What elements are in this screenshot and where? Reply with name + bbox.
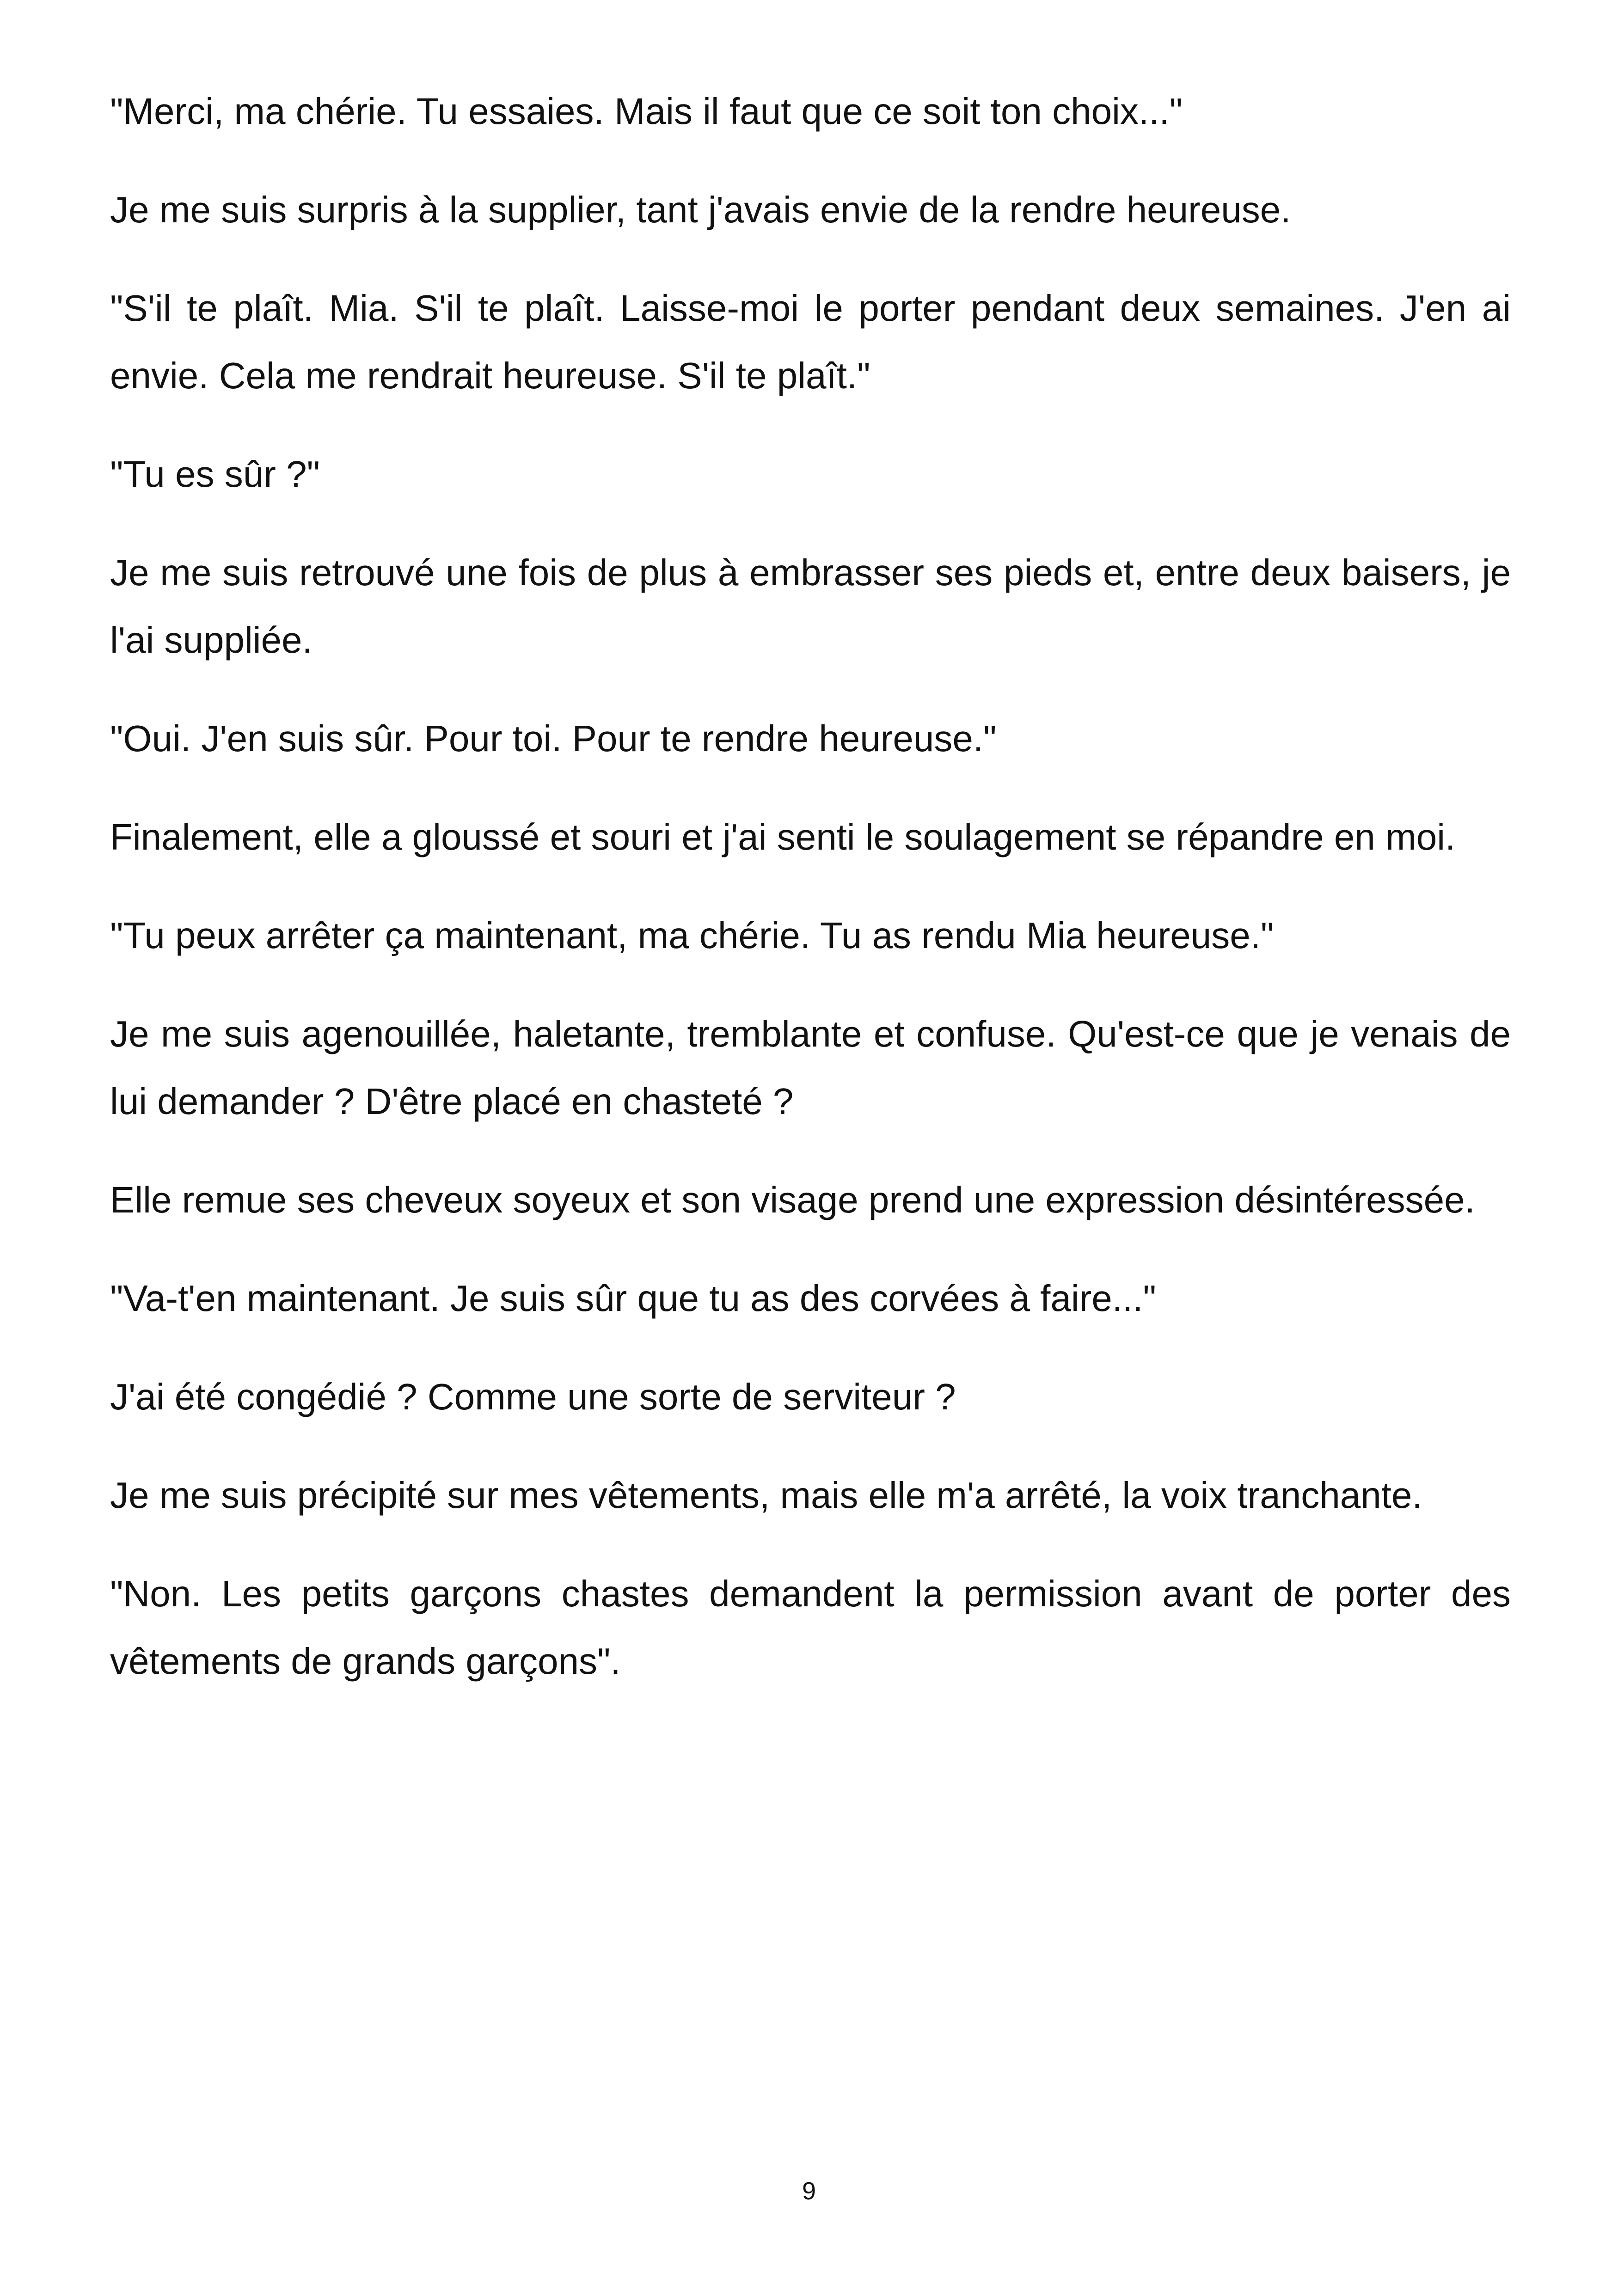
paragraph: Je me suis surpris à la supplier, tant j'avais envie de la rendre heureuse. bbox=[110, 189, 1291, 230]
paragraph: Elle remue ses cheveux soyeux et son visage prend une expression désintéressée. bbox=[110, 1179, 1475, 1220]
paragraph: Je me suis agenouillée, haletante, tremblante et confuse. Qu'est-ce que je venais de lui demander ? D'être placé en chasteté ? bbox=[110, 1013, 1511, 1122]
body-text bbox=[110, 78, 1511, 1726]
page-number: 9 bbox=[802, 2177, 816, 2205]
paragraph: "Tu peux arrêter ça maintenant, ma chérie. Tu as rendu Mia heureuse." bbox=[110, 915, 1274, 956]
paragraph: "S'il te plaît. Mia. S'il te plaît. Laisse-moi le porter pendant deux semaines. J'en ai envie. Cela me rendrait heureuse. S'il te plaît." bbox=[110, 288, 1511, 396]
paragraph: J'ai été congédié ? Comme une sorte de serviteur ? bbox=[110, 1376, 956, 1417]
paragraph: "Non. Les petits garçons chastes demandent la permission avant de porter des vêtements de grands garçons". bbox=[110, 1573, 1511, 1682]
paragraph: "Tu es sûr ?" bbox=[110, 453, 320, 495]
paragraph: Je me suis précipité sur mes vêtements, mais elle m'a arrêté, la voix tranchante. bbox=[110, 1475, 1422, 1516]
paragraph: "Merci, ma chérie. Tu essaies. Mais il faut que ce soit ton choix..." bbox=[110, 91, 1183, 132]
paragraph: Finalement, elle a gloussé et souri et j'ai senti le soulagement se répandre en moi. bbox=[110, 816, 1456, 857]
paragraph: "Oui. J'en suis sûr. Pour toi. Pour te rendre heureuse." bbox=[110, 718, 997, 759]
paragraph: "Va-t'en maintenant. Je suis sûr que tu as des corvées à faire..." bbox=[110, 1278, 1156, 1319]
paragraph: Je me suis retrouvé une fois de plus à embrasser ses pieds et, entre deux baisers, je l'ai suppliée. bbox=[110, 552, 1511, 661]
